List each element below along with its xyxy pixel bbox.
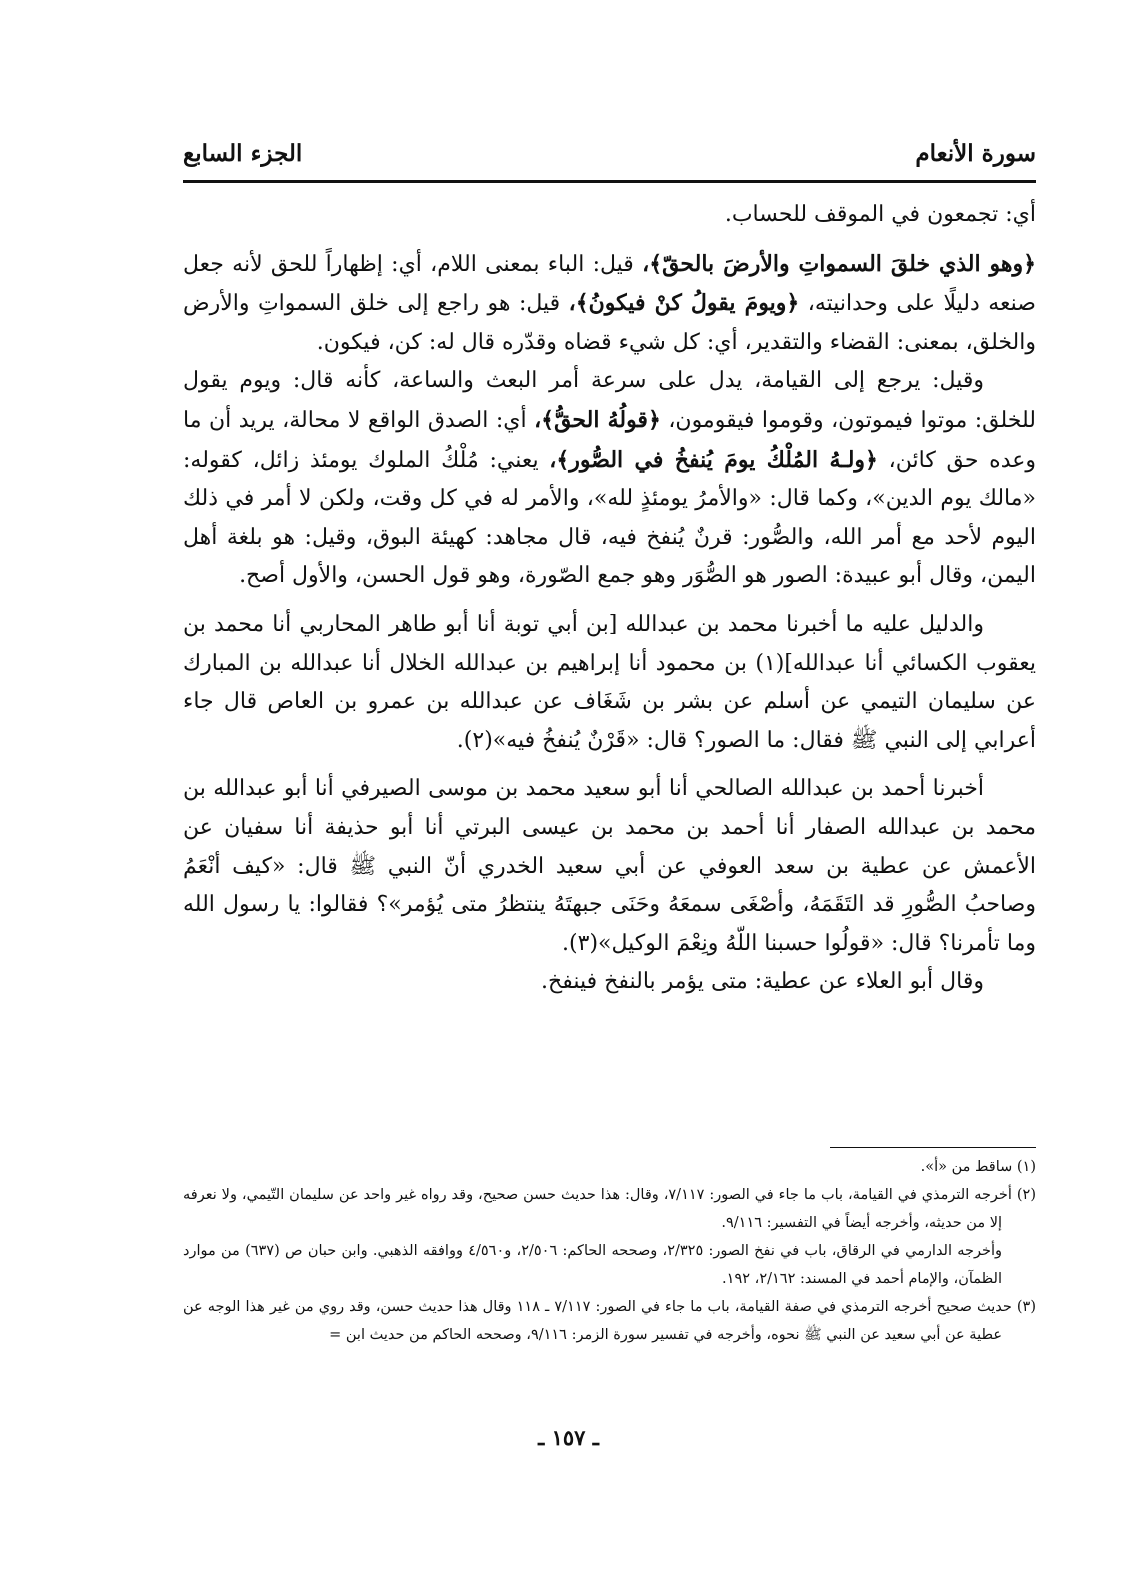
page-number: ـ ١٥٧ ـ — [538, 1425, 599, 1450]
quran-verse: ﴿ويومَ يقولُ كنْ فيكونُ﴾، — [568, 290, 800, 317]
main-text — [183, 196, 1036, 1002]
running-header — [183, 138, 1036, 178]
footnotes — [183, 1153, 1036, 1349]
commentary-text: قيل: هو راجع إلى خلق السمواتِ والأرض والخلق، بمعنى: القضاء والتقدير، أي: كل شيء قضاه وقدّره قال له: كن، فيكون. — [183, 291, 1036, 355]
paragraph-5: أخبرنا أحمد بن عبدالله الصالحي أنا أبو سعيد محمد بن موسى الصيرفي أنا أبو عبدالله بن محمد بن عبدالله الصفار أنا أحمد بن محمد بن عيسى البرتي أنا أبو حذيفة أنا سفيان عن الأعمش عن عطية بن سعد العوفي عن أبي سعيد الخدري أنّ النبي ﷺ قال: «كيف أنْعَمُ وصاحبُ الصُّورِ قد التَقَمَهُ، وأصْغَى سمعَهُ وحَنَى جبهتَهُ ينتظرُ متى يُؤمر»؟ فقالوا: يا رسول الله وما تأمرنا؟ قال: «قولُوا حسبنا اللّهُ ونِعْمَ الوكيل»(٣). — [183, 776, 1036, 956]
header-rule — [183, 180, 1036, 183]
surah-title: سورة الأنعام — [915, 140, 1036, 167]
paragraph-2 — [183, 245, 1036, 363]
footnote-2-cont: وأخرجه الدارمي في الرقاق، باب في نفخ الصور: ٢/٣٢٥، وصححه الحاكم: ٢/٥٠٦، و٤/٥٦٠ ووافقه الذهبي. وابن حبان ص (٦٣٧) من موارد الظمآن، والإمام أحمد في المسند: ٢/١٦٢، ١٩٢. — [183, 1243, 1002, 1287]
commentary-text: أي: الصدق الواقع لا محالة، يريد أن ما وعده حق كائن، — [183, 407, 1036, 473]
commentary-text: يعني: مُلْكُ الملوك يومئذ زائل، كقوله: «مالك يوم الدين»، وكما قال: «والأمرُ يومئذٍ لله»، والأمر له في كل وقت، ولكن لا أمر في ذلك اليوم لأحد مع أمر الله، والصُّور: قرنٌ يُنفخ فيه، قال مجاهد: كهيئة البوق، وقيل: هو بلغة أهل اليمن، وقال أبو عبيدة: الصور هو الصُّوَر وهو جمع الصّورة، وهو قول الحسن، والأول أصح. — [183, 447, 1036, 589]
paragraph-3 — [183, 362, 1036, 596]
footnote-rule — [830, 1147, 1036, 1148]
quran-verse: ﴿ولـهُ المُلْكُ يومَ يُنفخُ في الصُّور﴾، — [549, 446, 878, 473]
paragraph-1: أي: تجمعون في الموقف للحساب. — [724, 202, 1036, 227]
quran-verse: ﴿وهو الذي خلقَ السمواتِ والأرضَ بالحقّ﴾، — [642, 250, 1036, 277]
paragraph-6: وقال أبو العلاء عن عطية: متى يؤمر بالنفخ فينفخ. — [541, 969, 984, 995]
commentary-text: قيل: الباء بمعنى اللام، أي: إظهاراً للحق لأنه جعل صنعه دليلًا على وحدانيته، — [183, 251, 1036, 317]
paragraph-4: والدليل عليه ما أخبرنا محمد بن عبدالله [بن أبي توبة أنا أبو طاهر المحاربي أنا محمد بن يعقوب الكسائي أنا عبدالله](١) بن محمود أنا إبراهيم بن عبدالله الخلال أنا عبدالله بن المبارك عن سليمان التيمي عن أسلم عن بشر بن شَغَاف عن عبدالله بن عمرو بن العاص قال جاء أعرابي إلى النبي ﷺ فقال: ما الصور؟ قال: «قَرْنٌ يُنفخُ فيه»(٢). — [183, 611, 1036, 753]
quran-verse: ﴿قولُهُ الحقُّ﴾، — [534, 406, 661, 433]
footnote-3: (٣) حديث صحيح أخرجه الترمذي في صفة القيامة، باب ما جاء في الصور: ٧/١١٧ ـ ١١٨ وقال هذا حديث حسن، وقد روي من غير هذا الوجه عن عطية عن أبي سعيد عن النبي ﷺ نحوه، وأخرجه في تفسير سورة الزمر: ٩/١١٦، وصححه الحاكم من حديث ابن = — [183, 1299, 1037, 1343]
juz-title: الجزء السابع — [183, 140, 303, 167]
footnote-2: (٢) أخرجه الترمذي في القيامة، باب ما جاء في الصور: ٧/١١٧، وقال: هذا حديث حسن صحيح، وقد رواه غير واحد عن سليمان التّيمي، ولا نعرفه إلا من حديثه، وأخرجه أيضاً في التفسير: ٩/١١٦. — [183, 1187, 1036, 1231]
commentary-text: وقيل: يرجع إلى القيامة، يدل على سرعة أمر البعث والساعة، كأنه قال: ويوم يقول للخلق: موتوا فيموتون، وقوموا فيقومون، — [183, 368, 1036, 433]
footnote-1: (١) ساقط من «أ». — [920, 1159, 1036, 1175]
